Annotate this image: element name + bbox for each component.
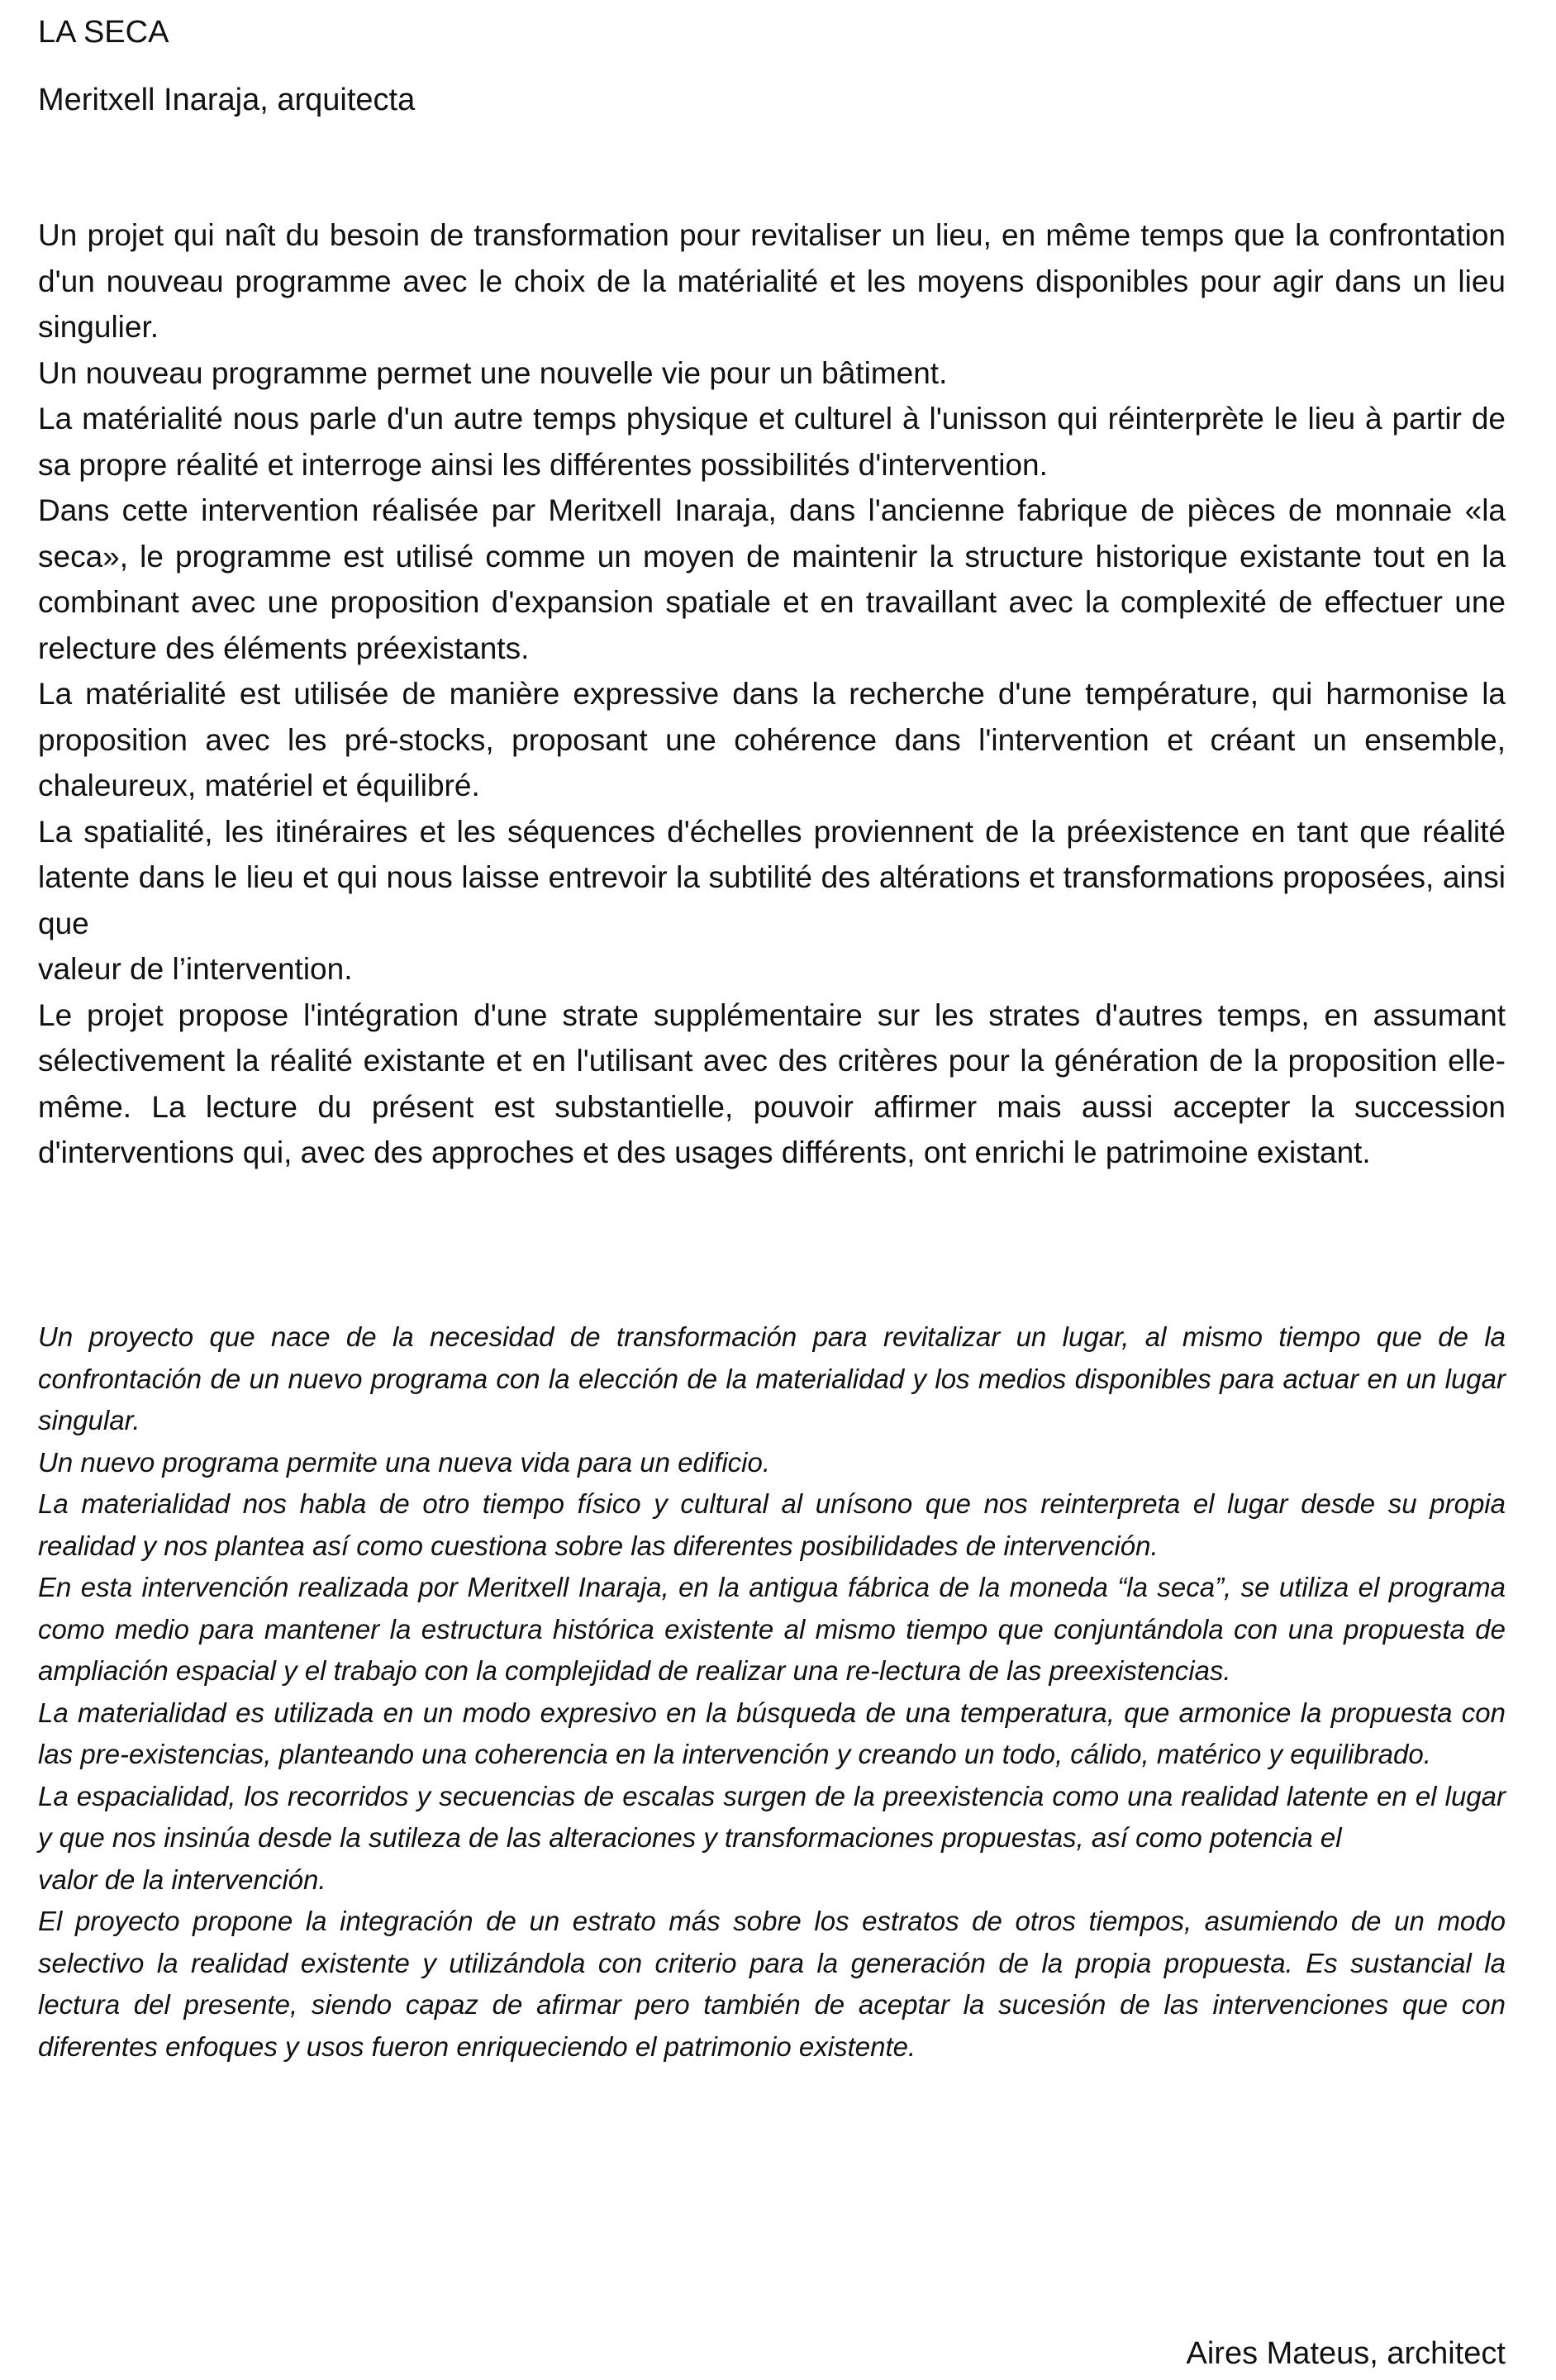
spanish-paragraph: valor de la intervención. — [38, 1864, 326, 1895]
french-paragraph: Un projet qui naît du besoin de transformation pour revitaliser un lieu, en même temps que la confrontation d'un nouveau programme avec le choix de la matérialité et les moyens disponibles pour agir dans un lieu singulier. — [38, 218, 1506, 344]
spanish-paragraph: La materialidad es utilizada en un modo expresivo en la búsqueda de una temperatura, que armonice la propuesta con las pre-existencias, planteando una coherencia en la intervención y creando un todo, cálido, matérico y equilibrado. — [38, 1697, 1506, 1769]
french-paragraph: La spatialité, les itinéraires et les séquences d'échelles proviennent de la préexistence en tant que réalité latente dans le lieu et qui nous laisse entrevoir la subtilité des altérations et transformations proposées, ainsi que — [38, 814, 1506, 940]
author-line: Meritxell Inaraja, arquitecta — [38, 83, 416, 117]
french-paragraph: Un nouveau programme permet une nouvelle vie pour un bâtiment. — [38, 355, 948, 390]
french-paragraph: valeur de l’intervention. — [38, 952, 353, 986]
spanish-paragraph: El proyecto propone la integración de un estrato más sobre los estratos de otros tiempos, asumiendo de un modo selectivo la realidad existente y utilizándola con criterio para la generación de la propia propuesta. Es sustancial la lectura del presente, siendo capaz de afirmar pero también de aceptar la sucesión de las intervenciones que con diferentes enfoques y usos fueron enriqueciendo el patrimonio existente. — [38, 1906, 1506, 2062]
french-paragraph: Dans cette intervention réalisée par Meritxell Inaraja, dans l'ancienne fabrique de pièces de monnaie «la seca», le programme est utilisé comme un moyen de maintenir la structure historique existante tout en la combinant avec une proposition d'expansion spatiale et en travaillant avec la complexité de effectuer une relecture des éléments préexistants. — [38, 493, 1506, 665]
spanish-text-block — [38, 1316, 1506, 2068]
french-text-block — [38, 212, 1506, 1176]
spanish-paragraph: La materialidad nos habla de otro tiempo físico y cultural al unísono que nos reinterpreta el lugar desde su propia realidad y nos plantea así como cuestiona sobre las diferentes posibilidades de intervención. — [38, 1488, 1506, 1561]
spanish-paragraph: Un proyecto que nace de la necesidad de transformación para revitalizar un lugar, al mismo tiempo que de la confrontación de un nuevo programa con la elección de la materialidad y los medios disponibles para actuar en un lugar singular. — [38, 1321, 1506, 1435]
french-paragraph: La matérialité est utilisée de manière expressive dans la recherche d'une température, qui harmonise la proposition avec les pré-stocks, proposant une cohérence dans l'intervention et créant un ensemble, chaleureux, matériel et équilibré. — [38, 677, 1506, 802]
document-title: LA SECA — [38, 15, 169, 50]
spanish-paragraph: En esta intervención realizada por Meritxell Inaraja, en la antigua fábrica de la moneda “la seca”, se utiliza el programa como medio para mantener la estructura histórica existente al mismo tiempo que conjuntándola con una propuesta de ampliación espacial y el trabajo con la complejidad de realizar una re-lectura de las preexistencias. — [38, 1572, 1506, 1686]
signature: Aires Mateus, architect — [1186, 2336, 1506, 2371]
spanish-paragraph: La espacialidad, los recorridos y secuencias de escalas surgen de la preexistencia como una realidad latente en el lugar y que nos insinúa desde la sutileza de las alteraciones y transformaciones propuestas, así como potencia el — [38, 1780, 1506, 1853]
french-paragraph: La matérialité nous parle d'un autre temps physique et culturel à l'unisson qui réinterprète le lieu à partir de sa propre réalité et interroge ainsi les différentes possibilités d'intervention. — [38, 402, 1506, 482]
french-paragraph: Le projet propose l'intégration d'une strate supplémentaire sur les strates d'autres temps, en assumant sélectivement la réalité existante et en l'utilisant avec des critères pour la génération de la proposition elle-même. La lecture du présent est substantielle, pouvoir affirmer mais aussi accepter la succession d'interventions qui, avec des approches et des usages différents, ont enrichi le patrimoine existant. — [38, 997, 1506, 1169]
spanish-paragraph: Un nuevo programa permite una nueva vida para un edificio. — [38, 1446, 771, 1478]
